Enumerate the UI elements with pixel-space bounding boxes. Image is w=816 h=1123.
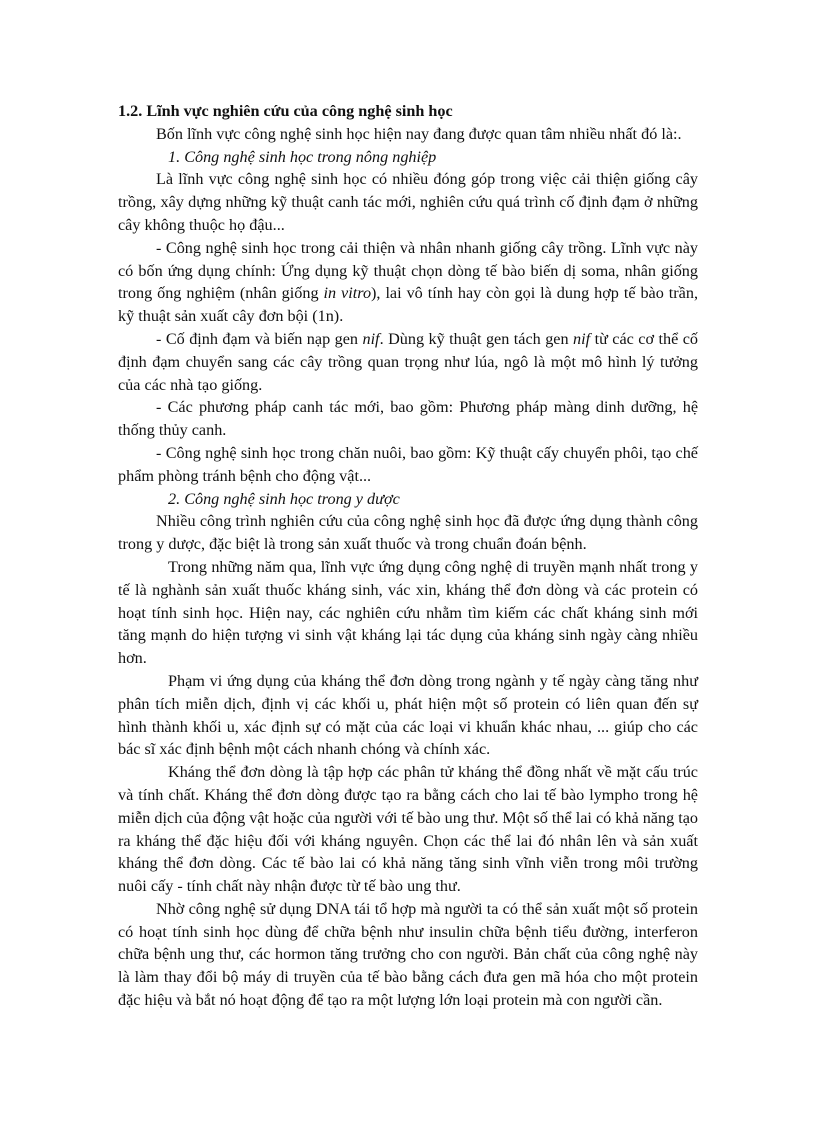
- bullet-paragraph: - Các phương pháp canh tác mới, bao gồm: Phương pháp màng dinh dưỡng, hệ thống thủy canh.: [118, 398, 698, 440]
- bullet-paragraph: - Công nghệ sinh học trong cải thiện và nhân nhanh giống cây trồng. Lĩnh vực này có bốn ứng dụng chính: Ứng dụng kỹ thuật chọn dòng tế bào biến dị soma, nhân giống trong ống nghiệm (nhân giống in vitro), lai vô tính hay còn gọi là dung hợp tế bào trần, kỹ thuật sản xuất cây đơn bội (1n).: [118, 238, 698, 326]
- bullet-paragraph: - Cố định đạm và biến nạp gen nif. Dùng kỹ thuật gen tách gen nif từ các cơ thể cố định đạm chuyển sang các cây trồng quan trọng như lúa, ngô là một mô hình lý tưởng của các nhà tạo giống.: [118, 329, 699, 394]
- subsection-title-agriculture: 1. Công nghệ sinh học trong nông nghiệp: [168, 147, 437, 166]
- paragraph: Là lĩnh vực công nghệ sinh học có nhiều đóng góp trong việc cải thiện giống cây trồng, xây dựng những kỹ thuật canh tác mới, nghiên cứu quá trình cố định đạm ở những cây không thuộc họ đậu...: [118, 170, 698, 234]
- section-heading: 1.2. Lĩnh vực nghiên cứu của công nghệ sinh học: [118, 102, 453, 120]
- intro-paragraph: Bốn lĩnh vực công nghệ sinh học hiện nay đang được quan tâm nhiều nhất đó là:.: [156, 124, 682, 143]
- subsection-title-medicine: 2. Công nghệ sinh học trong y dược: [168, 489, 400, 508]
- paragraph: Nhiều công trình nghiên cứu của công nghệ sinh học đã được ứng dụng thành công trong y dược, đặc biệt là trong sản xuất thuốc và trong chuẩn đoán bệnh.: [118, 512, 698, 554]
- bullet-paragraph: - Công nghệ sinh học trong chăn nuôi, bao gồm: Kỹ thuật cấy chuyển phôi, tạo chế phẩm phòng tránh bệnh cho động vật...: [118, 443, 698, 485]
- paragraph: Kháng thể đơn dòng là tập hợp các phân tử kháng thể đồng nhất về mặt cấu trúc và tính chất. Kháng thể đơn dòng được tạo ra bằng cách cho lai tế bào lympho trong hệ miễn dịch của động vật hoặc của người với tế bào ung thư. Một số thể lai có khả năng tạo ra kháng thể đặc hiệu đối với kháng nguyên. Chọn các thể lai đó nhân lên và sản xuất kháng thể đơn dòng. Các tế bào lai có khả năng tăng sinh vĩnh viễn trong môi trường nuôi cấy - tính chất này nhận được từ tế bào ung thư.: [118, 763, 698, 896]
- paragraph: Nhờ công nghệ sử dụng DNA tái tổ hợp mà người ta có thể sản xuất một số protein có hoạt tính sinh học dùng để chữa bệnh như insulin chữa bệnh tiểu đường, interferon chữa bệnh ung thư, các hormon tăng trưởng cho con người. Bản chất của công nghệ này là làm thay đổi bộ máy di truyền của tế bào bằng cách đưa gen mã hóa cho một protein đặc hiệu và bắt nó hoạt động để tạo ra một lượng lớn loại protein mà con người cần.: [118, 899, 698, 1010]
- document-body: [118, 100, 698, 1012]
- paragraph: Phạm vi ứng dụng của kháng thể đơn dòng trong ngành y tế ngày càng tăng như phân tích miễn dịch, định vị các khối u, phát hiện một số protein có liên quan đến sự hình thành khối u, xác định sự có mặt của các loại vi khuẩn khác nhau, ... giúp cho các bác sĩ xác định bệnh một cách nhanh chóng và chính xác.: [118, 671, 698, 759]
- paragraph: Trong những năm qua, lĩnh vực ứng dụng công nghệ di truyền mạnh nhất trong y tế là nghành sản xuất thuốc kháng sinh, vác xin, kháng thể đơn dòng và các protein có hoạt tính sinh học. Hiện nay, các nghiên cứu nhằm tìm kiếm các chất kháng sinh mới tăng mạnh do hiện tượng vi sinh vật kháng lại tác dụng của kháng sinh ngày càng nhiều hơn.: [118, 557, 698, 668]
